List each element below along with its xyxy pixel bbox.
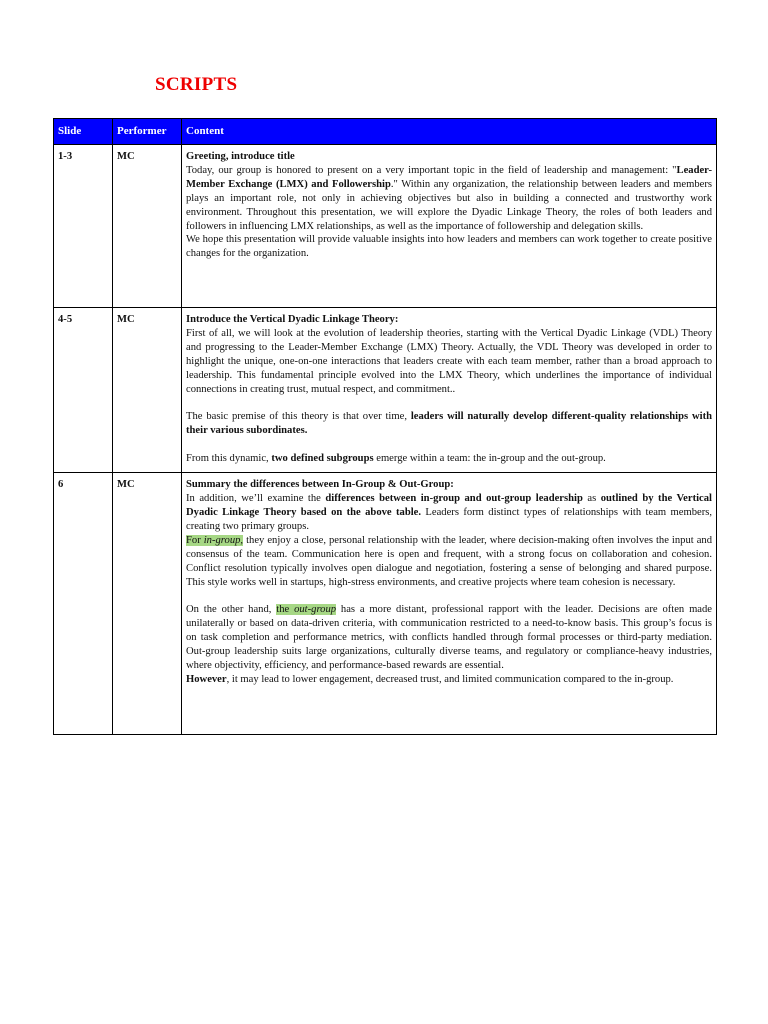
paragraph-spacer [186, 396, 712, 410]
table-row [54, 473, 717, 735]
paragraph-spacer [186, 589, 712, 603]
performer-cell: MC [113, 308, 182, 473]
content-paragraph: First of all, we will look at the evolution of leadership theories, starting with the Vertical Dyadic Linkage (VDL) Theory and progressing to the Leader-Member Exchange (LMX) Theory. Actually, the VDL Theory was developed in order to highlight the unique, one-on-one interactions that leaders create with each team member, rather than a broad approach to leadership. This fundamental principle evolved into the LMX Theory, which underlines the importance of individual connections in creating trust, mutual respect, and commitment.. [186, 327, 712, 395]
slide-cell: 1-3 [54, 145, 113, 308]
table-row [54, 308, 717, 473]
table-header-row [54, 119, 717, 145]
column-header-performer: Performer [113, 119, 182, 145]
text-run: On the other hand, [186, 604, 277, 616]
content-paragraph [186, 673, 712, 687]
text-run: has a more distant, professional rapport with the leader. Decisions are often made unilaterally or based on data-driven criteria, with communication restricted to a need-to-know basis. This group’s focus is on task completion and performance metrics, with conflicts handled through formal processes or third-party mediation. Out-group leadership suits large organizations, culturally diverse teams, and regulatory or compliance-heavy industries, where objectivity, efficiency, and performance-based rewards are essential. [186, 604, 713, 672]
highlighted-italic-text: out-group [294, 604, 337, 616]
content-paragraph [186, 164, 712, 234]
text-run: Leaders form distinct types of relationships with team members, creating two primary groups. [186, 506, 713, 532]
bold-text: two defined subgroups [271, 453, 374, 465]
paragraph-spacer [186, 438, 712, 452]
highlighted-text: the [276, 604, 295, 616]
slide-cell: 6 [54, 473, 113, 735]
text-run: From this dynamic, [186, 453, 272, 465]
column-header-content: Content [182, 119, 717, 145]
text-run: as [582, 493, 601, 505]
content-paragraph [186, 410, 712, 438]
content-paragraph [186, 603, 712, 673]
text-run: they enjoy a close, personal relationship with the leader, where decision-making often involves the input and consensus of the team. Communication here is open and frequent, with a strong focus on collaboration and cohesion. Conflict resolution typically involves open dialogue and negotiation, fostering a sense of belonging and shared purpose. This style works well in startups, high-stress environments, and creative projects where team cohesion is necessary. [186, 534, 712, 588]
text-run: ." Within any organization, the relationship between leaders and members plays an important role, not only in achieving objectives but also in building a connected and trustworthy work environment. Throughout this presentation, we will explore the Dyadic Linkage Theory, the roles of both leaders and followers in influencing LMX relationships, as well as the importance of followership and delegation skills. [186, 178, 712, 232]
bold-text: leaders will naturally develop different-quality relationships with their various subordinates. [186, 411, 713, 437]
text-run: The basic premise of this theory is that over time, [186, 411, 411, 423]
bold-text: differences between in-group and out-group leadership [325, 493, 583, 505]
content-cell [182, 308, 717, 473]
text-run: emerge within a team: the in-group and the out-group. [373, 453, 606, 465]
text-run: , it may lead to lower engagement, decreased trust, and limited communication compared to the in-group. [226, 673, 674, 685]
content-cell [182, 473, 717, 735]
highlighted-text: For [186, 534, 204, 546]
table-row [54, 145, 717, 308]
bold-text: outlined by the Vertical Dyadic Linkage Theory based on the above table. [186, 493, 713, 518]
content-paragraph [186, 492, 712, 534]
slide-cell: 4-5 [54, 308, 113, 473]
text-run: Today, our group is honored to present on a very important topic in the field of leadership and management: " [186, 164, 677, 176]
performer-cell: MC [113, 473, 182, 735]
content-paragraph [186, 452, 712, 466]
content-cell [182, 145, 717, 308]
script-table [53, 118, 717, 735]
text-run: In addition, we’ll examine the [186, 493, 326, 505]
bold-text: Leader-Member Exchange (LMX) and Followership [186, 164, 712, 190]
page-title: SCRIPTS [155, 74, 238, 95]
bold-text: However [186, 673, 227, 685]
performer-cell: MC [113, 145, 182, 308]
row-heading: Introduce the Vertical Dyadic Linkage Theory: [186, 314, 399, 325]
highlighted-italic-text: in-group, [203, 534, 244, 546]
content-paragraph [186, 534, 712, 590]
row-heading: Summary the differences between In-Group & Out-Group: [186, 479, 454, 491]
column-header-slide: Slide [54, 119, 113, 145]
row-heading: Greeting, introduce title [186, 151, 295, 162]
content-paragraph: We hope this presentation will provide valuable insights into how leaders and members can work together to create positive changes for the organization. [186, 234, 712, 260]
